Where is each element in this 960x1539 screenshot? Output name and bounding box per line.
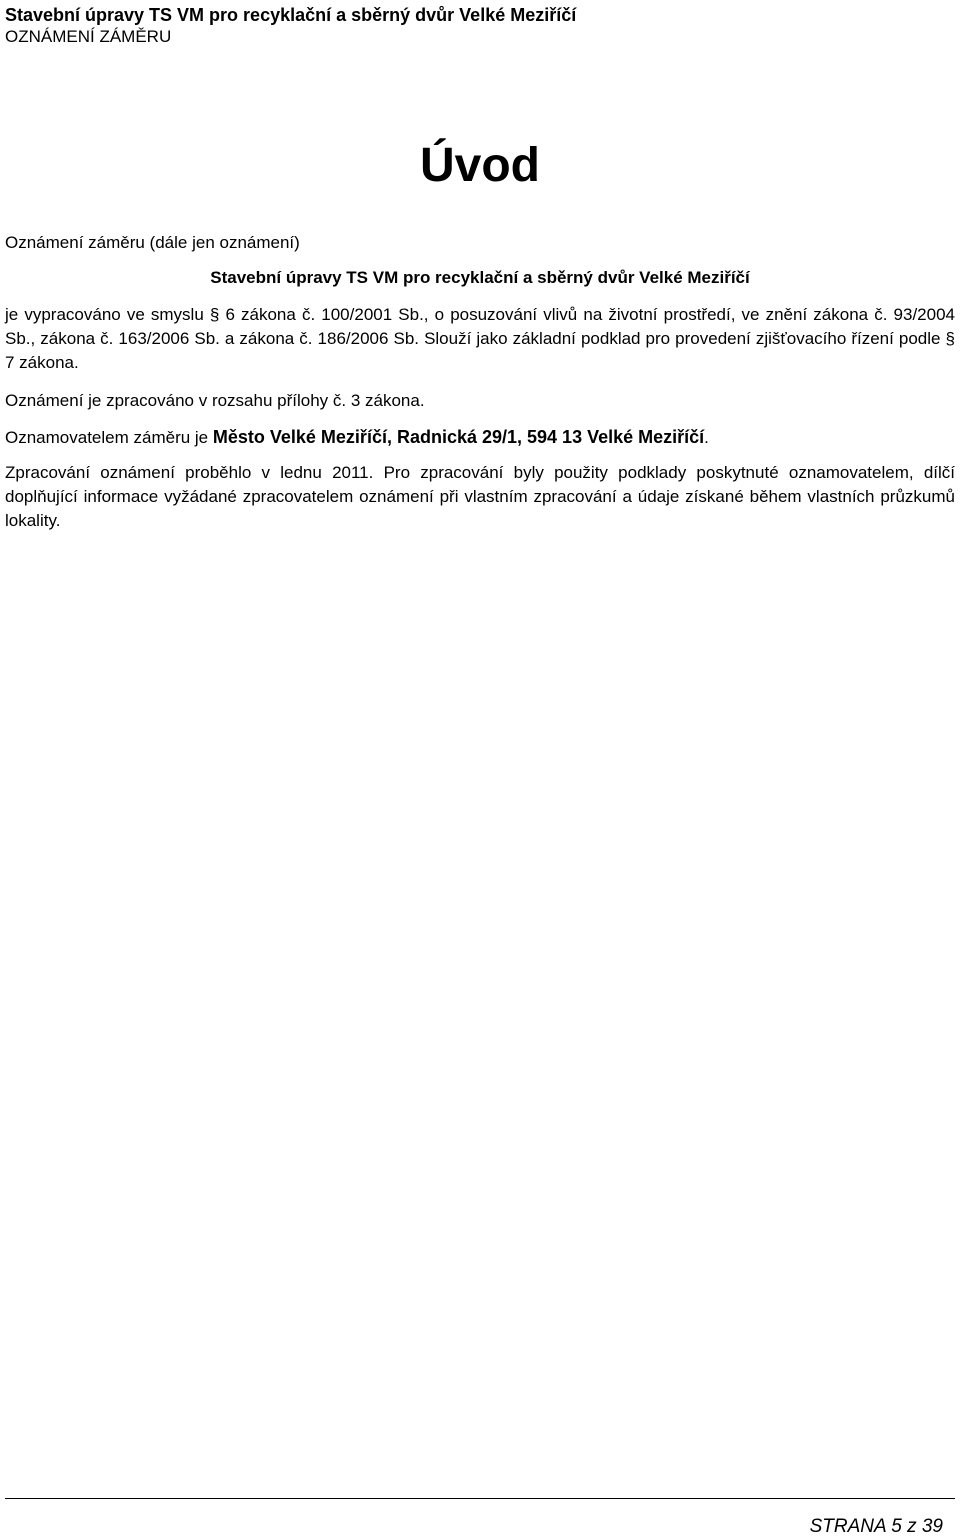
scope-paragraph: Oznámení je zpracováno v rozsahu přílohy č. 3 zákona. [5, 391, 425, 410]
processing-paragraph: Zpracování oznámení proběhlo v lednu 2011. Pro zpracování byly použity podklady poskytnuté oznamovatelem, dílčí doplňující informace vyžádané zpracovatelem oznámení při vlastním zpracování a údaje získané během vlastních průzkumů lokality. [5, 463, 955, 530]
intro-paragraph: Oznámení záměru (dále jen oznámení) [5, 233, 300, 252]
legal-basis-paragraph: je vypracováno ve smyslu § 6 zákona č. 100/2001 Sb., o posuzování vlivů na životní prostředí, ve znění zákona č. 93/2004 Sb., zákona č. 163/2006 Sb. a zákona č. 186/2006 Sb. Slouží jako základní podklad pro provedení zjišťovacího řízení podle § 7 zákona. [5, 305, 955, 372]
document-header [5, 4, 955, 48]
document-subtitle: OZNÁMENÍ ZÁMĚRU [5, 27, 172, 46]
document-title: Stavební úpravy TS VM pro recyklační a sběrný dvůr Velké Meziříčí [5, 5, 577, 25]
page-number: STRANA 5 z 39 [809, 1516, 943, 1537]
notifier-paragraph [5, 425, 955, 450]
footer-divider [5, 1498, 955, 1499]
notifier-suffix: . [704, 428, 709, 447]
notifier-prefix: Oznamovatelem záměru je [5, 428, 213, 447]
section-heading: Úvod [420, 139, 540, 192]
notifier-name: Město Velké Meziříčí, Radnická 29/1, 594 13 Velké Meziříčí [212, 427, 705, 447]
project-name: Stavební úpravy TS VM pro recyklační a sběrný dvůr Velké Meziříčí [210, 268, 750, 287]
